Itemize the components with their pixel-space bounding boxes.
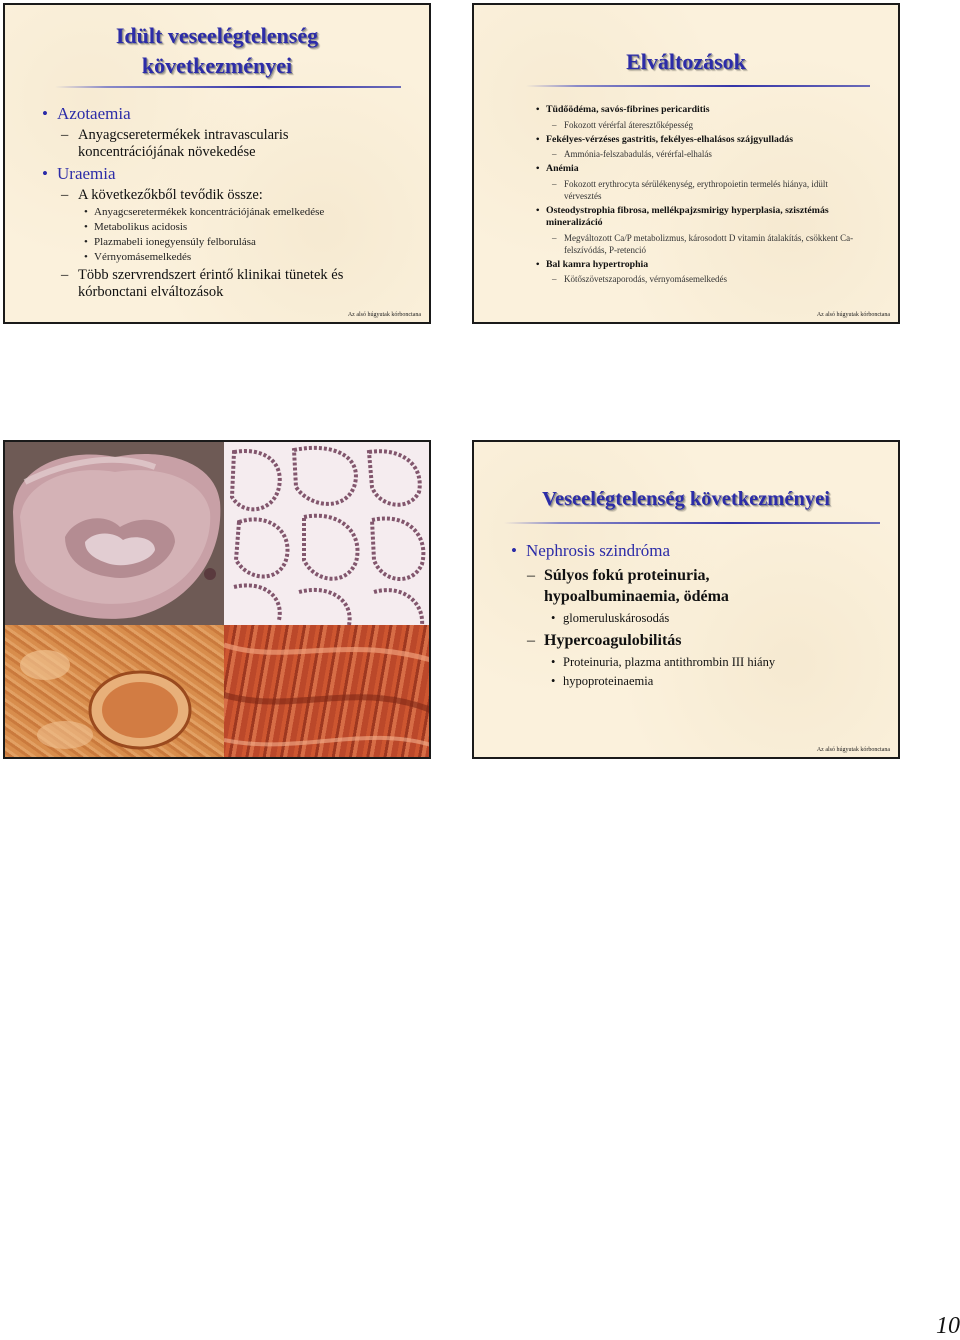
lung-histology-photo [224,442,431,625]
bone-tissue-drawing [224,625,431,759]
bullet-level-1: • Tüdőödéma, savós-fibrines pericarditis [546,104,898,117]
bullet-level-3: • Metabolikus acidosis [94,220,429,234]
glomerulus-histology-drawing [5,625,224,759]
kidney-section-photo [5,442,224,625]
bullet-level-2: – Ammónia-felszabadulás, vérérfal-elhalás [564,148,898,160]
slide-renal-failure-consequences [472,440,900,759]
slide-footer: Az alsó húgyutak kórbonctana [816,747,890,753]
slide-bullet-list [5,101,429,301]
slide-title: Veseelégtelenség következményei [542,488,830,510]
bullet-level-2: – Hypercoagulobilitás [544,630,898,651]
slide-bullet-list [474,101,898,285]
bullet-level-1: • Fekélyes-vérzéses gastritis, fekélyes-elhalásos szájgyulladás [546,134,898,147]
slide-bullet-list [474,538,898,689]
title-underline [55,86,401,88]
slide-pathology-photos [3,440,431,759]
slide-title: Elváltozások [626,49,746,74]
bullet-level-2: – Megváltozott Ca/P metabolizmus, károsodott D vitamin átalakítás, csökkent Ca-felszívódás, P-retenció [564,232,864,256]
bullet-level-1: • Nephrosis szindróma [526,540,898,561]
bullet-level-2: – Több szervrendszert érintő klinikai tünetek és kórbonctani elváltozások [78,267,398,301]
bullet-level-1: • Anémia [546,163,898,176]
title-underline [526,85,870,87]
title-underline [504,522,880,524]
lung-histology-drawing [224,442,431,625]
bone-marrow-tissue-photo [224,625,431,759]
slide-title-line-2: következményei [141,53,293,78]
bullet-level-3: • Plazmabeli ionegyensúly felborulása [94,235,429,249]
bullet-level-1: • Osteodystrophia fibrosa, mellékpajzsmirigy hyperplasia, szisztémás mineralizáció [546,205,846,230]
bullet-level-2: – Fokozott vérérfal áteresztőképesség [564,119,898,131]
slide-chronic-renal-failure-consequences [3,3,431,324]
bullet-level-3: • Anyagcseretermékek koncentrációjának emelkedése [94,205,429,219]
bullet-level-2: – Súlyos fokú proteinuria, hypoalbuminaemia, ödéma [544,565,784,607]
bullet-level-2: – Anyagcseretermékek intravascularis koncentrációjának növekedése [78,127,378,161]
bullet-level-2: – Fokozott erythrocyta sérülékenység, erythropoietin termelés hiánya, idült vérvesztés [564,178,864,202]
slide-footer: Az alsó húgyutak kórbonctana [816,312,890,318]
slide-title-line-1: Idült veseelégtelenség [115,23,319,48]
bullet-level-1: • Azotaemia [57,103,429,124]
bullet-level-1: • Uraemia [57,163,429,184]
bullet-level-2: – Kötőszövetszaporodás, vérnyomásemelkedés [564,273,898,285]
slide-footer: Az alsó húgyutak kórbonctana [347,312,421,318]
page-number: 10 [936,1313,960,1339]
bullet-level-3: • Vérnyomásemelkedés [94,250,429,264]
slide-title [5,23,429,79]
slide-changes [472,3,900,324]
glomerulus-histology-photo [5,625,224,759]
bullet-level-1: • Bal kamra hypertrophia [546,259,898,272]
bullet-level-3: • Proteinuria, plazma antithrombin III hiány [563,655,898,670]
bullet-level-3: • hypoproteinaemia [563,674,898,689]
bullet-level-2: – A következőkből tevődik össze: [78,187,429,204]
kidney-section-drawing [5,442,224,625]
bullet-level-3: • glomeruluskárosodás [563,611,898,626]
